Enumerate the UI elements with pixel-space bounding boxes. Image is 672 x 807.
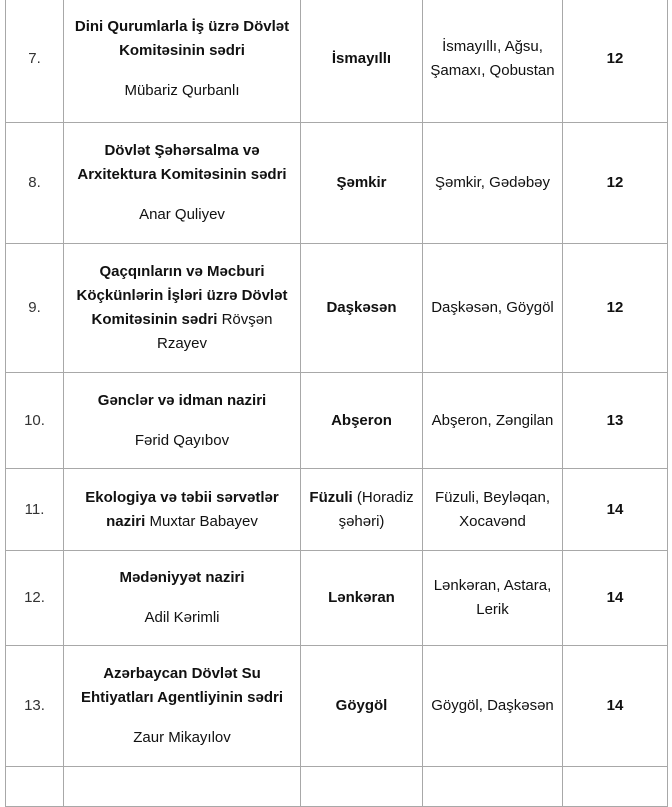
row-number: 10. — [6, 373, 64, 469]
points: 12 — [563, 0, 668, 123]
official-cell — [64, 0, 301, 123]
position-title: Arxitektura Komitəsinin sədri — [77, 166, 287, 183]
position-title: Azərbaycan Dövlət Su — [103, 665, 261, 682]
district: Abşeron — [301, 373, 423, 469]
officials-table — [5, 0, 668, 807]
official-cell — [64, 123, 301, 244]
district: Füzuli — [309, 488, 353, 506]
official-name: Fərid Qayıbov — [134, 431, 230, 449]
regions-cell — [423, 469, 563, 551]
position-title: Gənclər və idman naziri — [97, 391, 267, 409]
points: 13 — [563, 373, 668, 469]
official-name: Adil Kərimli — [144, 609, 220, 626]
district: Daşkəsən — [301, 244, 423, 373]
row-number: 13. — [6, 646, 64, 767]
regions-text: Abşeron, Zəngilan — [431, 411, 554, 429]
official-name: Zaur Mikayılov — [133, 729, 231, 746]
position-title: Ekologiya və təbii sərvətlər — [85, 488, 279, 506]
official-cell — [64, 551, 301, 646]
official-name: Rövşən Rzayev — [156, 311, 273, 352]
points: 12 — [563, 123, 668, 244]
official-cell — [64, 373, 301, 469]
regions-text: Daşkəsən, Göygöl — [431, 299, 554, 316]
table-row — [6, 767, 668, 807]
table-row — [6, 646, 668, 767]
regions-cell — [423, 123, 563, 244]
points: 12 — [563, 244, 668, 373]
regions-text: Göygöl, Daşkəsən — [431, 697, 554, 714]
regions-text: Şamaxı, Qobustan — [430, 61, 555, 79]
district-note: (Horadiz şəhəri) — [338, 488, 414, 530]
table-row — [6, 373, 668, 469]
row-number: 12. — [6, 551, 64, 646]
position-title: Komitəsinin sədri — [119, 41, 245, 59]
points: 14 — [563, 551, 668, 646]
regions-cell — [423, 0, 563, 123]
row-number: 11. — [6, 469, 64, 551]
table-row — [6, 244, 668, 373]
points: 14 — [563, 646, 668, 767]
table-row — [6, 469, 668, 551]
regions-text: Xocavənd — [459, 512, 526, 530]
official-cell — [64, 469, 301, 551]
position-title: Mədəniyyət naziri — [119, 569, 245, 586]
position-title: Köçkünlərin İşləri üzrə Dövlət — [76, 287, 288, 304]
table-row — [6, 551, 668, 646]
points: 14 — [563, 469, 668, 551]
regions-text: İsmayıllı, Ağsu, — [442, 37, 543, 55]
row-number: 7. — [6, 0, 64, 123]
regions-text: Füzuli, Beyləqan, — [434, 488, 551, 506]
district: Lənkəran — [301, 551, 423, 646]
table-row — [6, 123, 668, 244]
district: Göygöl — [301, 646, 423, 767]
official-cell — [64, 244, 301, 373]
position-title: Dini Qurumlarla İş üzrə Dövlət — [74, 17, 290, 35]
official-name: Mübariz Qurbanlı — [124, 81, 240, 99]
regions-cell — [423, 373, 563, 469]
regions-text: Lənkəran, Astara, — [433, 577, 552, 594]
district: Şəmkir — [301, 123, 423, 244]
regions-cell — [423, 646, 563, 767]
official-name: Anar Quliyev — [139, 206, 225, 223]
regions-text: Şəmkir, Gədəbəy — [434, 174, 551, 191]
position-title: Ehtiyatları Agentliyinin sədri — [81, 689, 283, 706]
table-row — [6, 0, 668, 123]
position-title: Dövlət Şəhərsalma və — [104, 142, 260, 159]
regions-cell — [423, 551, 563, 646]
row-number: 9. — [6, 244, 64, 373]
row-number: 8. — [6, 123, 64, 244]
official-name: Muxtar Babayev — [149, 512, 258, 530]
position-title: Komitəsinin sədri — [91, 311, 218, 328]
regions-text: Lerik — [476, 601, 509, 618]
official-cell — [64, 646, 301, 767]
regions-cell — [423, 244, 563, 373]
position-title: naziri — [106, 512, 146, 530]
position-title: Qaçqınların və Məcburi — [99, 263, 265, 280]
district: İsmayıllı — [301, 0, 423, 123]
district-cell — [301, 469, 423, 551]
